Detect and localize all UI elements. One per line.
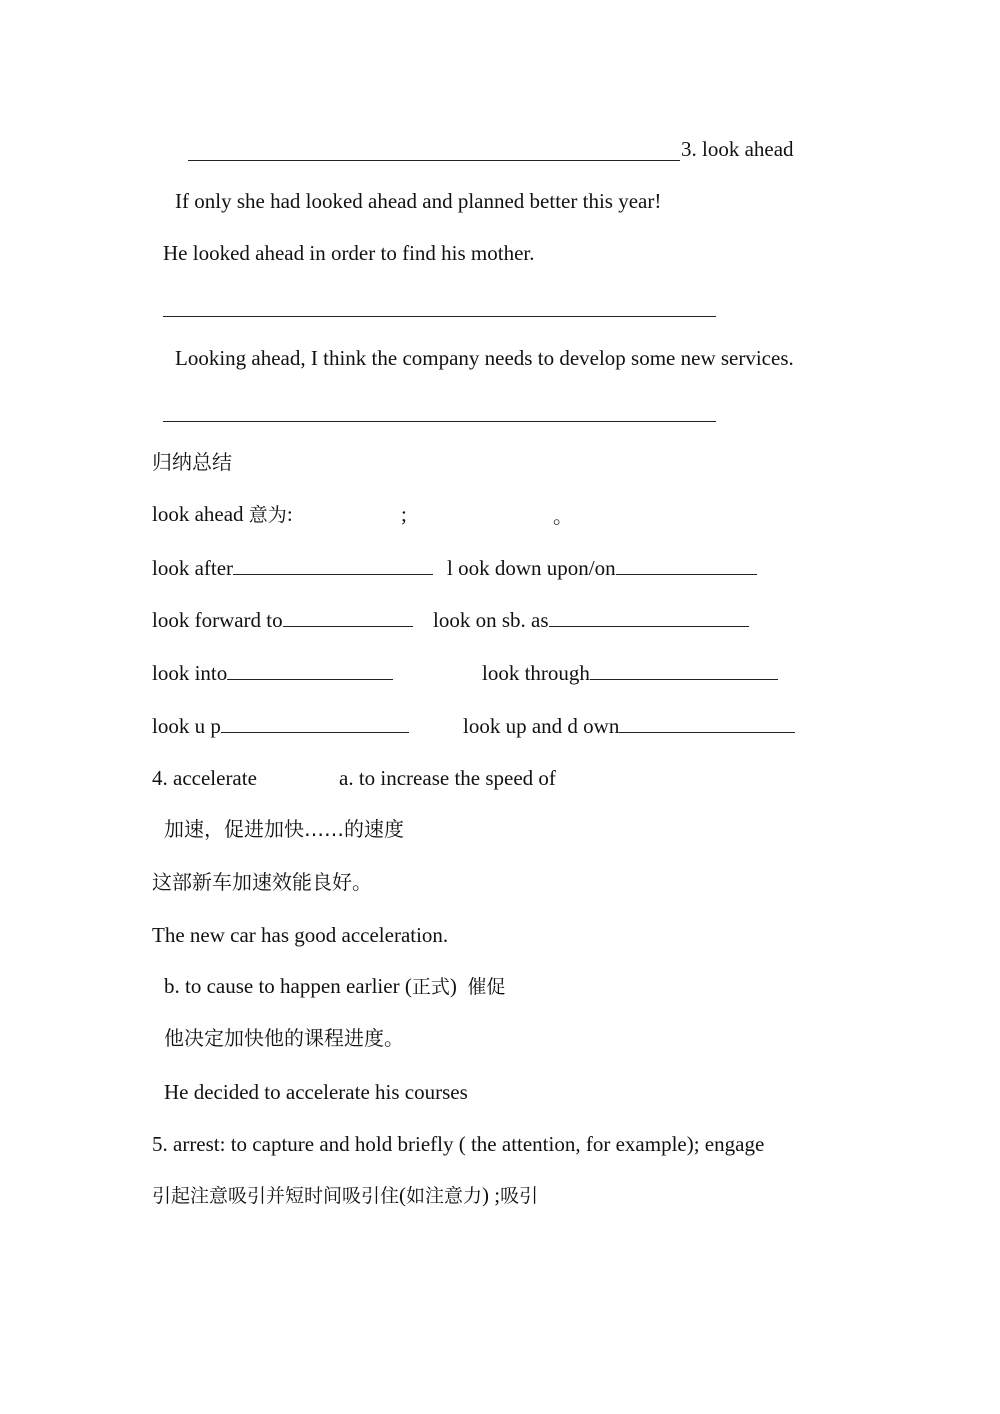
paren-close: )	[449, 974, 457, 998]
meaning-prefix: look ahead	[152, 502, 249, 526]
summary-title: 归纳总结	[152, 450, 232, 474]
phrase-label: look up and d own	[463, 714, 620, 738]
formal-tag: 正式	[411, 976, 450, 998]
phrase-label: look into	[152, 661, 228, 685]
answer-blank-line	[163, 421, 716, 422]
example-b-cn: 他决定加快他的课程进度。	[164, 1026, 404, 1050]
section-heading-look-ahead: 3. look ahead	[681, 137, 794, 161]
phrase-look-down-upon	[447, 555, 757, 581]
meaning-line	[152, 501, 293, 528]
phrase-label: look after	[152, 556, 234, 580]
phrase-label: look on sb. as	[433, 608, 549, 632]
phrase-label: look forward to	[152, 608, 283, 632]
meaning-period: 。	[553, 504, 573, 528]
paren-open: (	[399, 1183, 407, 1207]
definition-cn-part: 如注意力	[406, 1185, 483, 1207]
answer-blank[interactable]	[616, 556, 757, 575]
meaning-cn: 意为	[248, 504, 287, 526]
phrase-look-through	[482, 660, 778, 686]
answer-blank-line	[163, 316, 716, 317]
answer-blank[interactable]	[227, 661, 393, 680]
semicolon: ;	[489, 1183, 501, 1207]
answer-blank[interactable]	[590, 661, 778, 680]
phrase-look-on-as	[433, 607, 749, 633]
example-sentence: Looking ahead, I think the company needs to develop some new services.	[175, 346, 794, 370]
phrase-look-into	[152, 660, 393, 686]
definition-cn-part: 引起注意吸引并短时间吸引住	[152, 1185, 400, 1207]
phrase-look-up-and-down	[463, 713, 795, 739]
phrase-look-after	[152, 555, 433, 581]
example-sentence: He looked ahead in order to find his mother.	[163, 241, 535, 265]
meaning-semicolon: ;	[401, 502, 407, 526]
answer-blank[interactable]	[283, 608, 413, 627]
definition-arrest: 5. arrest: to capture and hold briefly ( the attention, for example); engage	[152, 1132, 765, 1156]
phrase-label: l ook down upon/on	[447, 556, 616, 580]
answer-blank-line	[188, 160, 680, 161]
definition-b	[164, 973, 505, 1000]
meaning-colon: :	[286, 502, 293, 526]
answer-blank[interactable]	[619, 714, 795, 733]
example-sentence: If only she had looked ahead and planned better this year!	[175, 189, 662, 213]
example-cn: 这部新车加速效能良好。	[152, 870, 372, 894]
definition-a: a. to increase the speed of	[339, 766, 556, 790]
definition-a-cn: 加速，促进加快……的速度	[164, 817, 404, 841]
definition-cn-part: 吸引	[500, 1185, 539, 1207]
paren-close: )	[482, 1183, 490, 1207]
answer-blank[interactable]	[221, 714, 409, 733]
example-en: The new car has good acceleration.	[152, 923, 449, 947]
definition-arrest-cn	[152, 1182, 538, 1209]
phrase-label: look u p	[152, 714, 221, 738]
example-b-en: He decided to accelerate his courses	[164, 1080, 468, 1104]
word-accelerate: 4. accelerate	[152, 766, 257, 790]
phrase-look-forward-to	[152, 607, 413, 633]
answer-blank[interactable]	[233, 556, 433, 575]
definition-b-en: b. to cause to happen earlier (	[164, 974, 412, 998]
phrase-label: look through	[482, 661, 590, 685]
phrase-look-up	[152, 713, 409, 739]
answer-blank[interactable]	[549, 608, 749, 627]
definition-b-cn: 催促	[467, 976, 506, 998]
